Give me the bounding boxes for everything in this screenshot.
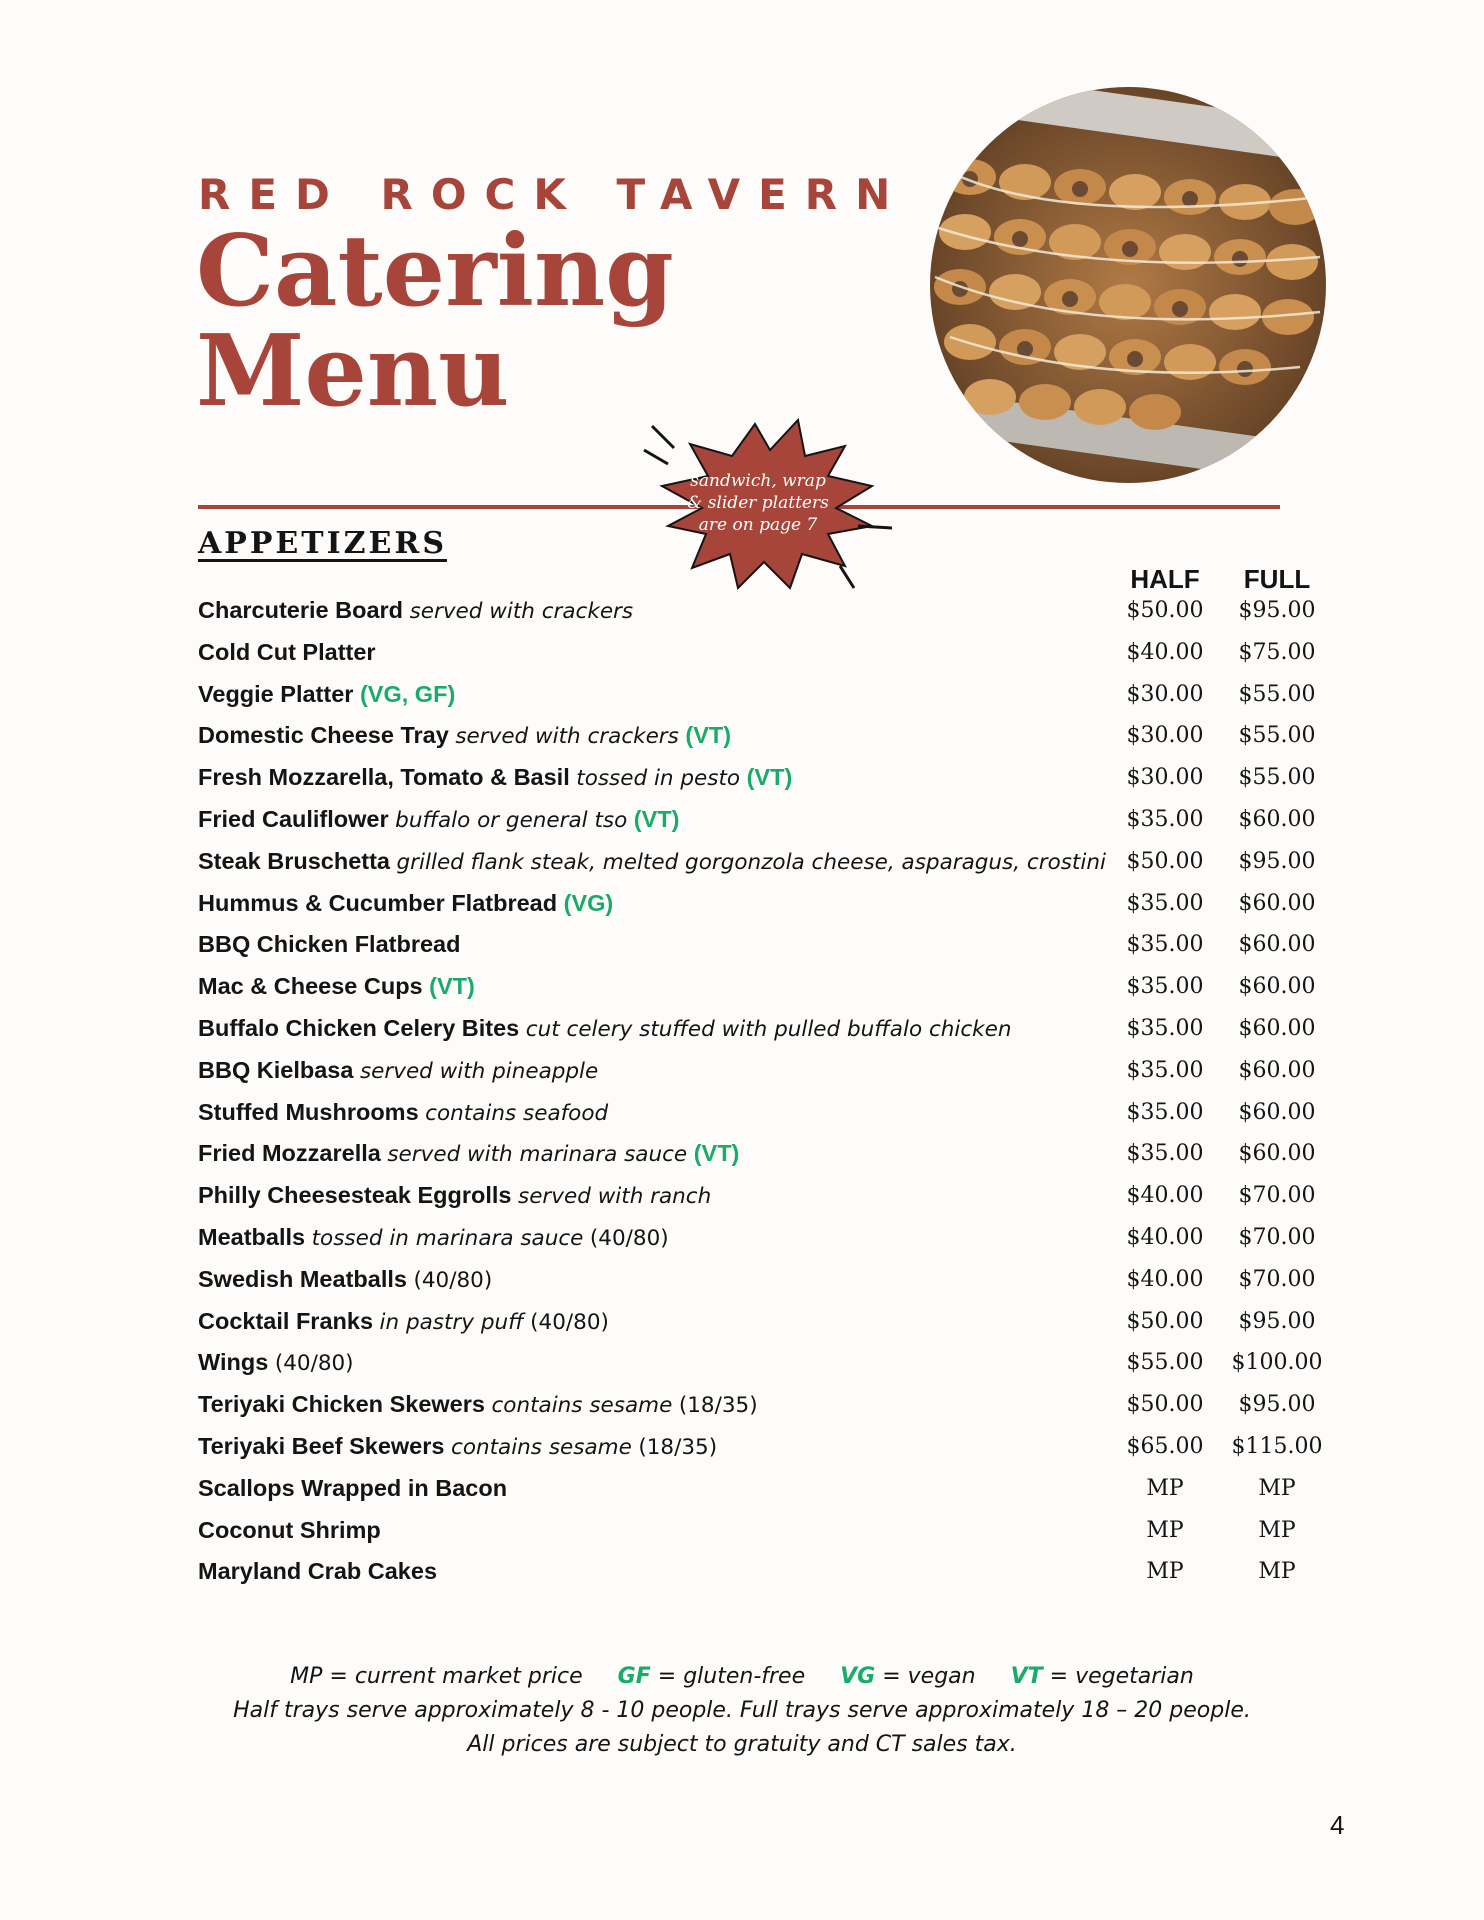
item-name: Hummus & Cucumber Flatbread	[198, 889, 558, 916]
diet-tag: (VG, GF)	[359, 680, 456, 707]
legend-vg-def: = vegan	[882, 1664, 976, 1689]
price-full: $95.00	[1238, 598, 1316, 623]
price-half: MP	[1146, 1475, 1184, 1501]
price-full: $55.00	[1238, 765, 1316, 791]
section-title: APPETIZERS	[198, 526, 447, 561]
item-name: Mac & Cheese Cups	[198, 973, 423, 1000]
item-description: contains sesame	[451, 1434, 632, 1460]
price-half: $35.00	[1126, 974, 1204, 1000]
price-full: $60.00	[1238, 890, 1316, 916]
item-name: Fried Mozzarella	[198, 1140, 381, 1167]
price-full: $60.00	[1238, 932, 1316, 958]
menu-item	[198, 1551, 1328, 1593]
price-half: $40.00	[1126, 1224, 1204, 1250]
item-name: Philly Cheesesteak Eggrolls	[198, 1182, 512, 1209]
item-name: Domestic Cheese Tray	[198, 722, 449, 749]
menu-item	[198, 1092, 1328, 1134]
diet-tag: (VT)	[633, 805, 680, 832]
item-name: Teriyaki Chicken Skewers	[198, 1391, 485, 1418]
item-count: (40/80)	[274, 1351, 354, 1377]
item-name: Cocktail Franks	[198, 1307, 374, 1334]
item-name: Cold Cut Platter	[198, 638, 376, 665]
page-number: 4	[1330, 1810, 1345, 1840]
price-half: $40.00	[1126, 1266, 1204, 1292]
price-full: MP	[1258, 1475, 1296, 1501]
menu-item	[198, 799, 1328, 841]
legend-gf-def: = gluten-free	[657, 1664, 806, 1689]
item-count: (40/80)	[530, 1309, 609, 1335]
price-full: $70.00	[1238, 1183, 1316, 1209]
diet-tag: (VT)	[685, 722, 732, 749]
menu-item	[198, 674, 1328, 716]
column-header-half: HALF	[1130, 564, 1200, 594]
price-full: $55.00	[1238, 681, 1316, 707]
item-description: grilled flank steak, melted gorgonzola cheese, asparagus, crostini	[396, 849, 1106, 875]
item-description: served with crackers	[409, 599, 634, 624]
item-count: (18/35)	[678, 1393, 758, 1419]
diet-tag: (VT)	[746, 764, 793, 791]
price-note: All prices are subject to gratuity and CT sales tax.	[467, 1732, 1017, 1757]
item-name: Charcuterie Board	[198, 597, 404, 623]
price-half: $50.00	[1126, 1308, 1204, 1334]
menu-item	[198, 1008, 1328, 1050]
price-half: $35.00	[1126, 1099, 1204, 1125]
item-description: served with crackers	[455, 724, 679, 750]
item-name: Meatballs	[198, 1223, 306, 1250]
price-half: $40.00	[1126, 639, 1204, 665]
menu-item	[198, 1426, 1328, 1468]
price-full: $60.00	[1238, 806, 1316, 832]
item-description: tossed in pesto	[576, 766, 741, 792]
restaurant-name: RED ROCK TAVERN	[198, 170, 909, 219]
item-count: (18/35)	[638, 1434, 718, 1460]
price-full: $95.00	[1238, 1308, 1316, 1334]
legend-vt-def: = vegetarian	[1049, 1664, 1194, 1689]
legend	[0, 1660, 1484, 1694]
menu-item	[198, 1217, 1328, 1259]
item-description: tossed in marinara sauce	[311, 1225, 584, 1251]
diet-tag: (VG)	[563, 889, 614, 916]
callout-line3: are on page 7	[698, 515, 818, 535]
price-half: $35.00	[1126, 1141, 1204, 1167]
price-full: $60.00	[1238, 1141, 1316, 1167]
menu-item	[198, 1301, 1328, 1343]
item-name: Coconut Shrimp	[198, 1516, 381, 1543]
price-half: $30.00	[1126, 681, 1204, 707]
price-full: $60.00	[1238, 1015, 1316, 1041]
price-full: $60.00	[1238, 1099, 1316, 1125]
menu-item	[198, 1175, 1328, 1217]
item-count: (40/80)	[413, 1267, 493, 1293]
price-full: $60.00	[1238, 1057, 1316, 1083]
menu-item	[198, 715, 1328, 757]
menu-item	[198, 757, 1328, 799]
callout-text	[668, 470, 848, 536]
price-full: MP	[1258, 1517, 1296, 1543]
price-full: $70.00	[1238, 1266, 1316, 1292]
menu-item	[198, 1050, 1328, 1092]
price-half: $30.00	[1126, 765, 1204, 791]
item-name: Buffalo Chicken Celery Bites	[198, 1014, 520, 1041]
serving-note: Half trays serve approximately 8 - 10 people. Full trays serve approximately 18 – 20 people.	[233, 1698, 1251, 1723]
item-description: served with marinara sauce	[387, 1142, 688, 1168]
menu-item	[198, 966, 1328, 1008]
page-title	[196, 214, 674, 429]
price-full: $100.00	[1231, 1350, 1323, 1376]
menu-item	[198, 1259, 1328, 1301]
price-full: MP	[1258, 1559, 1296, 1585]
menu-item	[198, 632, 1328, 674]
price-full: $95.00	[1238, 848, 1316, 874]
item-description: buffalo or general tso	[395, 807, 628, 833]
price-half: MP	[1146, 1517, 1184, 1543]
price-full: $115.00	[1231, 1433, 1323, 1459]
price-half: $65.00	[1126, 1433, 1204, 1459]
legend-mp: MP = current market price	[290, 1664, 583, 1689]
page-title-line2: Menu	[196, 314, 510, 429]
price-half: $35.00	[1126, 890, 1204, 916]
callout-line2: & slider platters	[687, 493, 829, 513]
item-description: served with ranch	[518, 1184, 712, 1210]
diet-tag: (VT)	[429, 973, 475, 1000]
price-full: $60.00	[1238, 974, 1316, 1000]
footer	[0, 1660, 1484, 1762]
callout-line1: sandwich, wrap	[690, 471, 826, 491]
legend-vg-abbr: VG	[840, 1664, 876, 1689]
menu-item	[198, 883, 1328, 925]
menu-item	[198, 841, 1328, 883]
menu-item	[198, 1342, 1328, 1384]
page-title-line1: Catering	[196, 214, 674, 329]
item-name: Stuffed Mushrooms	[198, 1098, 419, 1125]
price-half: $35.00	[1126, 806, 1204, 832]
price-half: $50.00	[1126, 848, 1204, 874]
food-photo	[930, 87, 1326, 483]
item-name: Teriyaki Beef Skewers	[198, 1432, 445, 1459]
price-full: $75.00	[1238, 639, 1316, 665]
legend-gf-abbr: GF	[617, 1664, 651, 1689]
item-name: Veggie Platter	[198, 680, 354, 707]
item-name: Scallops Wrapped in Bacon	[198, 1474, 508, 1501]
item-description: contains seafood	[425, 1100, 609, 1126]
item-name: BBQ Chicken Flatbread	[198, 931, 461, 958]
legend-gf	[618, 1664, 805, 1689]
menu-item	[198, 1133, 1328, 1175]
price-half: $35.00	[1126, 1015, 1204, 1041]
price-half: $50.00	[1126, 1392, 1204, 1418]
item-name: Steak Bruschetta	[198, 847, 390, 874]
item-name: Fresh Mozzarella, Tomato & Basil	[198, 764, 570, 791]
legend-vg	[840, 1664, 975, 1689]
price-half: $30.00	[1126, 723, 1204, 749]
price-half: $55.00	[1126, 1350, 1204, 1376]
item-description: served with pineapple	[359, 1058, 599, 1084]
price-half: $40.00	[1126, 1183, 1204, 1209]
item-description: in pastry puff	[379, 1309, 524, 1335]
item-name: Fried Cauliflower	[198, 805, 389, 832]
price-full: $95.00	[1238, 1392, 1316, 1418]
legend-vt	[1011, 1664, 1194, 1689]
price-half: $35.00	[1126, 1057, 1204, 1083]
item-description: contains sesame	[491, 1393, 673, 1419]
menu-item	[198, 924, 1328, 966]
price-half: MP	[1146, 1559, 1184, 1585]
appetizer-list	[198, 590, 1328, 1593]
menu-item	[198, 1384, 1328, 1426]
price-full: $70.00	[1238, 1224, 1316, 1250]
item-name: Wings	[198, 1349, 269, 1376]
item-name: Maryland Crab Cakes	[198, 1558, 438, 1585]
price-full: $55.00	[1238, 723, 1316, 749]
diet-tag: (VT)	[693, 1140, 740, 1167]
column-header-full: FULL	[1243, 564, 1311, 594]
price-half: $35.00	[1126, 932, 1204, 958]
price-half: $50.00	[1126, 598, 1204, 623]
item-description: cut celery stuffed with pulled buffalo chicken	[525, 1016, 1012, 1042]
item-name: BBQ Kielbasa	[198, 1056, 354, 1083]
menu-item	[198, 1468, 1328, 1510]
menu-item	[198, 590, 1328, 632]
legend-vt-abbr: VT	[1010, 1664, 1043, 1689]
item-name: Swedish Meatballs	[198, 1265, 407, 1292]
item-count: (40/80)	[589, 1225, 669, 1251]
menu-item	[198, 1510, 1328, 1552]
